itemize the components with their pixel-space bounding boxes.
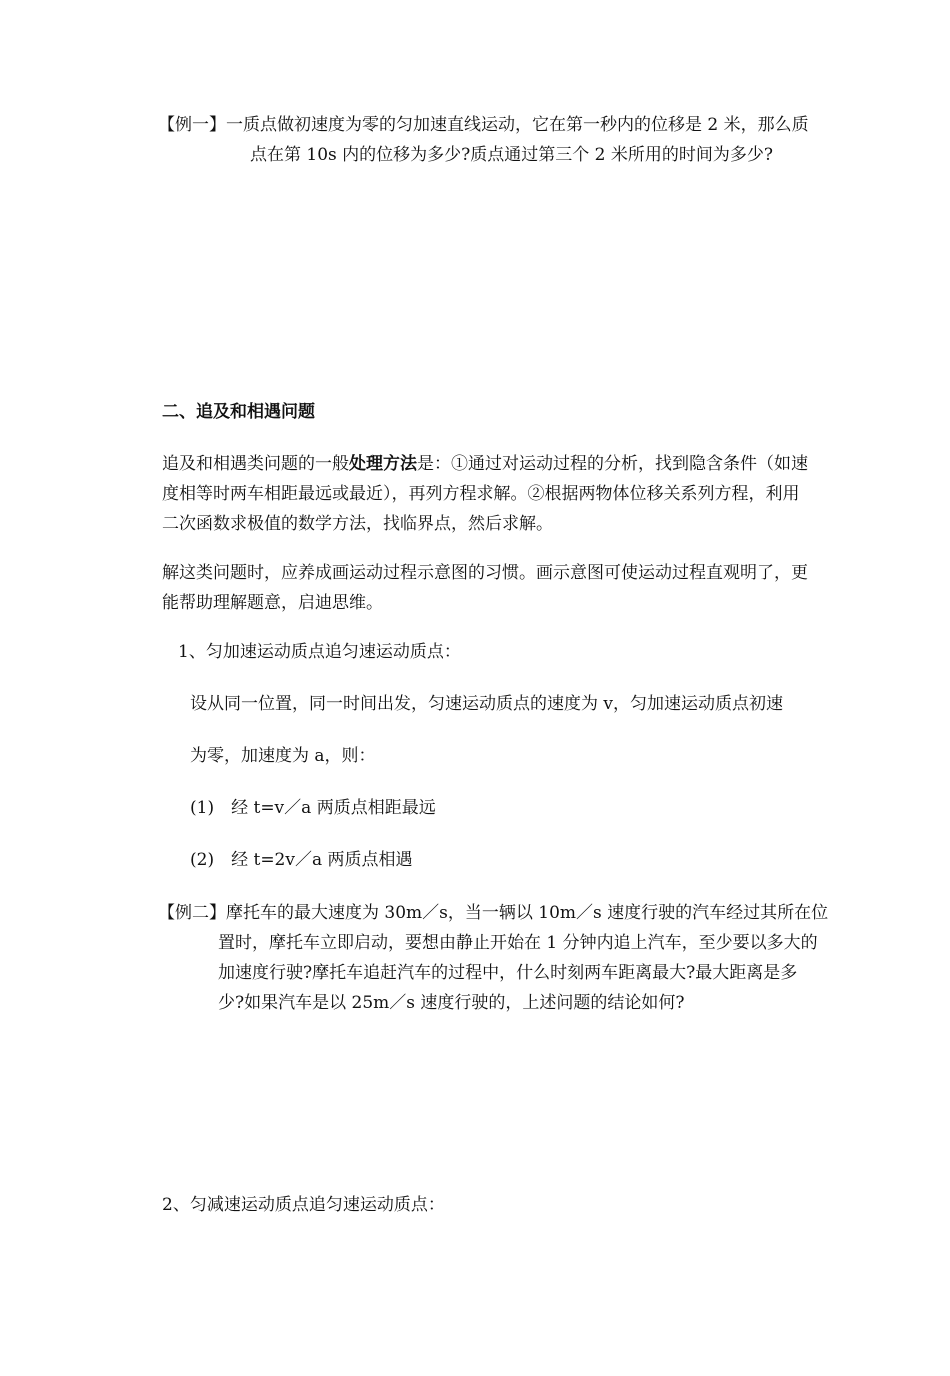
method-prefix: 追及和相遇类问题的一般 [162,454,349,474]
item1-point2: (2) 经 t=2v／a 两质点相遇 [190,850,413,870]
method-line2: 度相等时两车相距最远或最近），再列方程求解。②根据两物体位移关系列方程，利用 [162,484,800,504]
example1-block [158,110,809,170]
example2-block [158,898,828,1018]
method-line1-rest: 是：①通过对运动过程的分析，找到隐含条件（如速 [417,454,808,474]
method-line3: 二次函数求极值的数学方法，找临界点，然后求解。 [162,514,553,534]
example2-line1: 摩托车的最大速度为 30m／s，当一辆以 10m／s 速度行驶的汽车经过其所在位 [226,903,829,923]
advice-paragraph [162,558,808,618]
example2-line3: 加速度行驶?摩托车追赶汽车的过程中，什么时刻两车距离最大?最大距离是多 [218,963,798,983]
advice-line2: 能帮助理解题意，启迪思维。 [162,593,383,613]
example1-line2: 点在第 10s 内的位移为多少?质点通过第三个 2 米所用的时间为多少? [250,145,774,165]
section-heading-text: 二、追及和相遇问题 [162,402,315,422]
example1-tag: 【例一】 [158,115,226,135]
item1-desc1: 设从同一位置，同一时间出发，匀速运动质点的速度为 v，匀加速运动质点初速 [190,694,784,714]
example2-tag: 【例二】 [158,903,226,923]
example2-line4: 少?如果汽车是以 25m／s 速度行驶的，上述问题的结论如何? [218,993,685,1013]
example2-line2: 置时，摩托车立即启动，要想由静止开始在 1 分钟内追上汽车，至少要以多大的 [218,933,818,953]
item1-point1: (1) 经 t=v／a 两质点相距最远 [190,798,436,818]
item1-desc2: 为零，加速度为 a，则： [190,746,376,766]
example1-line1: 一质点做初速度为零的匀加速直线运动，它在第一秒内的位移是 2 米，那么质 [226,115,809,135]
method-bold: 处理方法 [349,454,417,474]
section-heading [162,397,315,427]
item2-title: 2、匀减速运动质点追匀速运动质点： [162,1195,445,1215]
method-paragraph [162,449,808,539]
advice-line1: 解这类问题时，应养成画运动过程示意图的习惯。画示意图可使运动过程直观明了，更 [162,563,808,583]
item1-title: 1、匀加速运动质点追匀速运动质点： [178,642,461,662]
